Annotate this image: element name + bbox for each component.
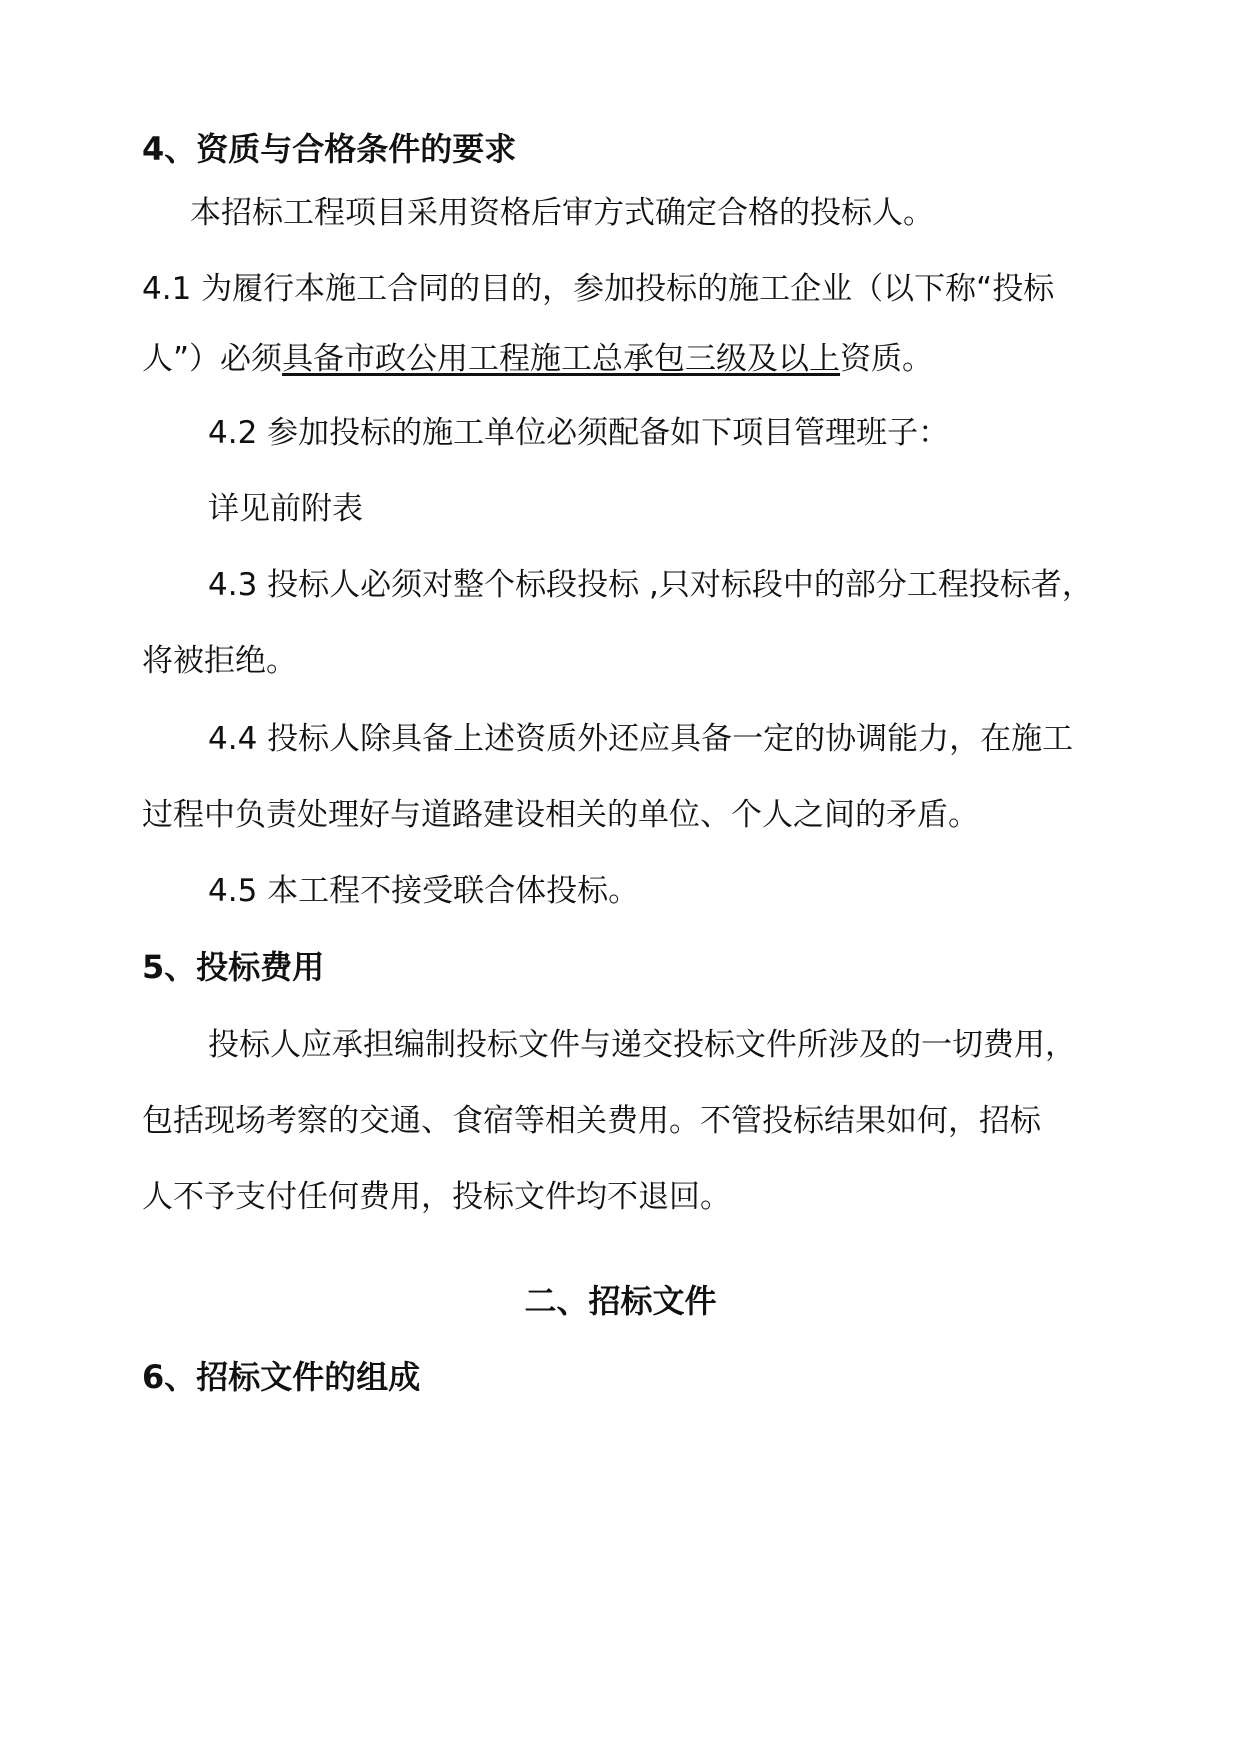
section-5-heading: 5、投标费用 bbox=[142, 948, 325, 986]
section-5-line-2: 包括现场考察的交通、食宿等相关费用。不管投标结果如何，招标 bbox=[142, 1103, 1041, 1139]
clause-4-1-line-1: 4.1 为履行本施工合同的目的，参加投标的施工企业（以下称“投标 bbox=[142, 271, 1055, 307]
clause-4-3-line-2: 将被拒绝。 bbox=[142, 643, 297, 679]
section-4-heading: 4、资质与合格条件的要求 bbox=[142, 130, 517, 168]
section-4-intro: 本招标工程项目采用资格后审方式确定合格的投标人。 bbox=[190, 195, 934, 231]
clause-4-5: 4.5 本工程不接受联合体投标。 bbox=[208, 873, 640, 909]
section-5-line-3: 人不予支付任何费用，投标文件均不退回。 bbox=[142, 1179, 731, 1215]
clause-4-2-detail: 详见前附表 bbox=[208, 491, 363, 527]
clause-4-4-line-1: 4.4 投标人除具备上述资质外还应具备一定的协调能力，在施工 bbox=[208, 721, 1074, 757]
part-2-title: 二、招标文件 bbox=[524, 1282, 717, 1320]
clause-4-1-line-2 bbox=[142, 338, 933, 380]
clause-4-3-line-1: 4.3 投标人必须对整个标段投标 ,只对标段中的部分工程投标者， bbox=[208, 567, 1093, 603]
clause-4-4-line-2: 过程中负责处理好与道路建设相关的单位、个人之间的矛盾。 bbox=[142, 797, 979, 833]
section-5-line-1: 投标人应承担编制投标文件与递交投标文件所涉及的一切费用， bbox=[208, 1027, 1076, 1063]
clause-4-1-text: 人”）必须 bbox=[142, 341, 283, 377]
section-6-heading: 6、招标文件的组成 bbox=[142, 1358, 421, 1396]
qualification-requirement-underlined: 具备市政公用工程施工总承包三级及以上 bbox=[282, 341, 841, 377]
clause-4-2: 4.2 参加投标的施工单位必须配备如下项目管理班子： bbox=[208, 415, 950, 451]
clause-4-1-suffix: 资质。 bbox=[840, 341, 934, 377]
